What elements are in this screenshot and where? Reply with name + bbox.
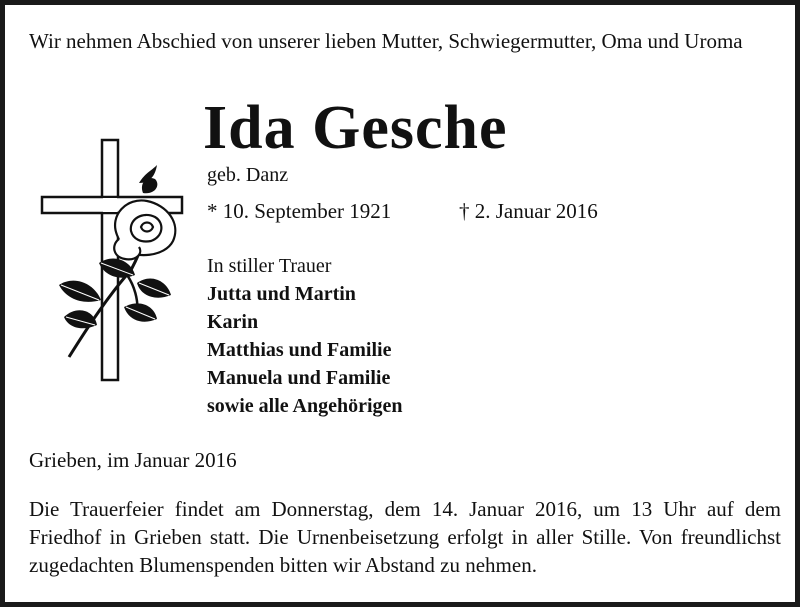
place-and-date: Grieben, im Januar 2016 — [29, 448, 237, 472]
mourning-label: In stiller Trauer — [207, 255, 332, 277]
deceased-name: Ida Gesche — [203, 94, 508, 162]
mourner-name: Jutta und Martin — [207, 283, 356, 305]
mourner-name: Manuela und Familie — [207, 367, 391, 389]
mourner-name: Karin — [207, 311, 259, 333]
life-dates — [207, 198, 598, 224]
maiden-name: geb. Danz — [207, 164, 289, 186]
mourner-name: sowie alle Angehörigen — [207, 395, 403, 417]
funeral-service-info: Die Trauerfeier findet am Donnerstag, dem 14. Januar 2016, um 13 Uhr auf dem Friedhof in Grieben statt. Die Urnenbeisetzung erfolgt in aller Stille. Von freundlichst zugedachten Blumenspenden bitten wir Abstand zu nehmen. — [29, 497, 781, 577]
birth-date: * 10. September 1921 — [207, 199, 392, 223]
cross-with-rose-icon — [39, 135, 189, 385]
mourner-name: Matthias und Familie — [207, 339, 392, 361]
mourners-list — [207, 280, 403, 420]
intro-text: Wir nehmen Abschied von unserer lieben Mutter, Schwiegermutter, Oma und Uroma — [29, 29, 743, 53]
death-date: † 2. Januar 2016 — [459, 199, 598, 223]
